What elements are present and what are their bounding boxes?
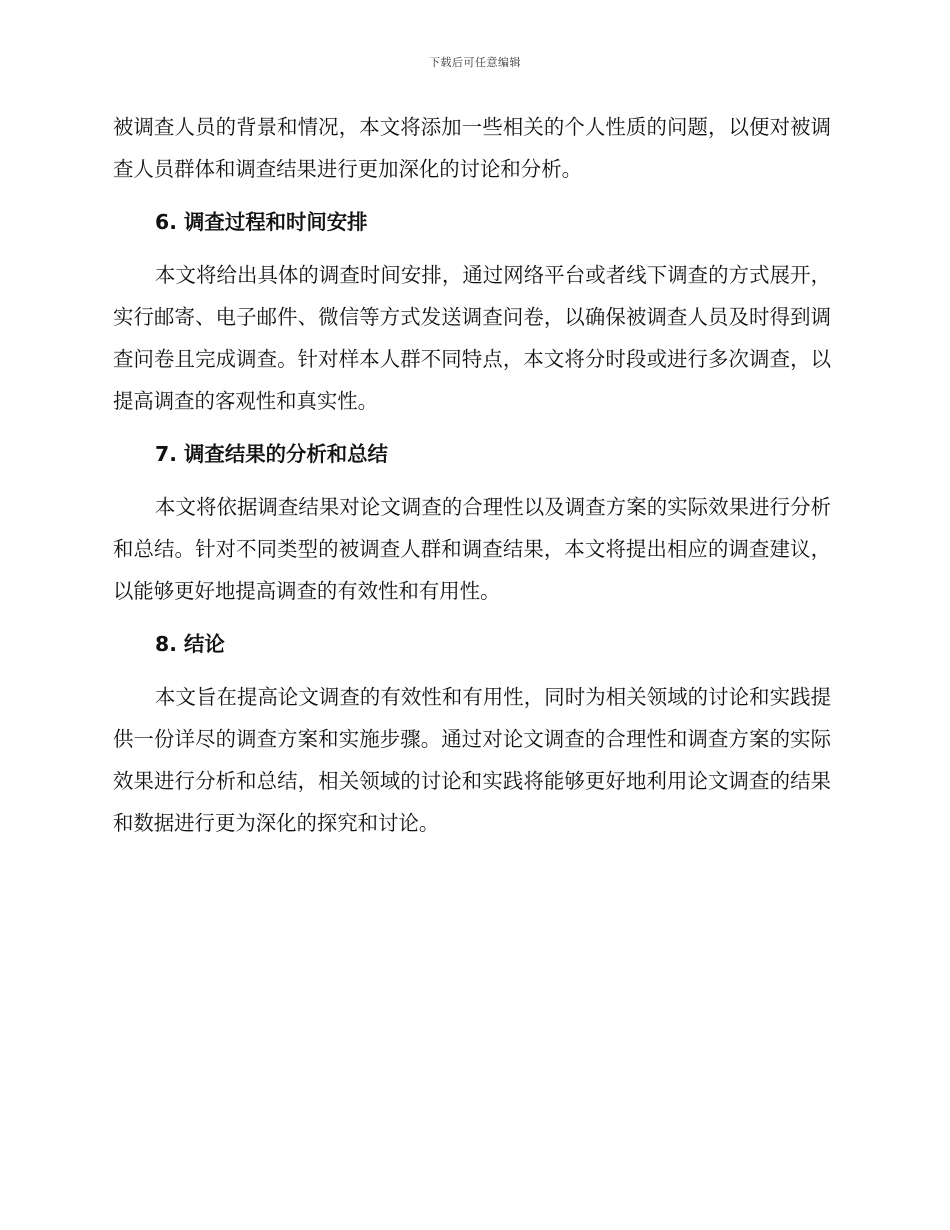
section-heading: 6. 调查过程和时间安排 (155, 210, 368, 234)
section-8 (113, 623, 831, 844)
section-paragraph: 本文将给出具体的调查时间安排，通过网络平台或者线下调查的方式展开，实行邮寄、电子邮件、微信等方式发送调查问卷，以确保被调查人员及时得到调查问卷且完成调查。针对样本人群不同特点，本文将分时段或进行多次调查，以提高调查的客观性和真实性。 (113, 263, 831, 413)
intro-paragraph: 被调查人员的背景和情况，本文将添加一些相关的个人性质的问题，以便对被调查人员群体和调查结果进行更加深化的讨论和分析。 (113, 115, 831, 181)
section-paragraph: 本文将依据调查结果对论文调查的合理性以及调查方案的实际效果进行分析和总结。针对不同类型的被调查人群和调查结果，本文将提出相应的调查建议，以能够更好地提高调查的有效性和有用性。 (113, 495, 831, 603)
section-paragraph: 本文旨在提高论文调查的有效性和有用性，同时为相关领域的讨论和实践提供一份详尽的调查方案和实施步骤。通过对论文调查的合理性和调查方案的实际效果进行分析和总结，相关领域的讨论和实践将能够更好地利用论文调查的结果和数据进行更为深化的探究和讨论。 (113, 685, 831, 835)
section-6 (113, 201, 831, 422)
section-heading: 8. 结论 (155, 632, 225, 656)
header-note: 下载后可任意编辑 (429, 56, 521, 69)
section-heading: 7. 调查结果的分析和总结 (155, 442, 388, 466)
document-body (113, 106, 831, 844)
section-7 (113, 433, 831, 612)
